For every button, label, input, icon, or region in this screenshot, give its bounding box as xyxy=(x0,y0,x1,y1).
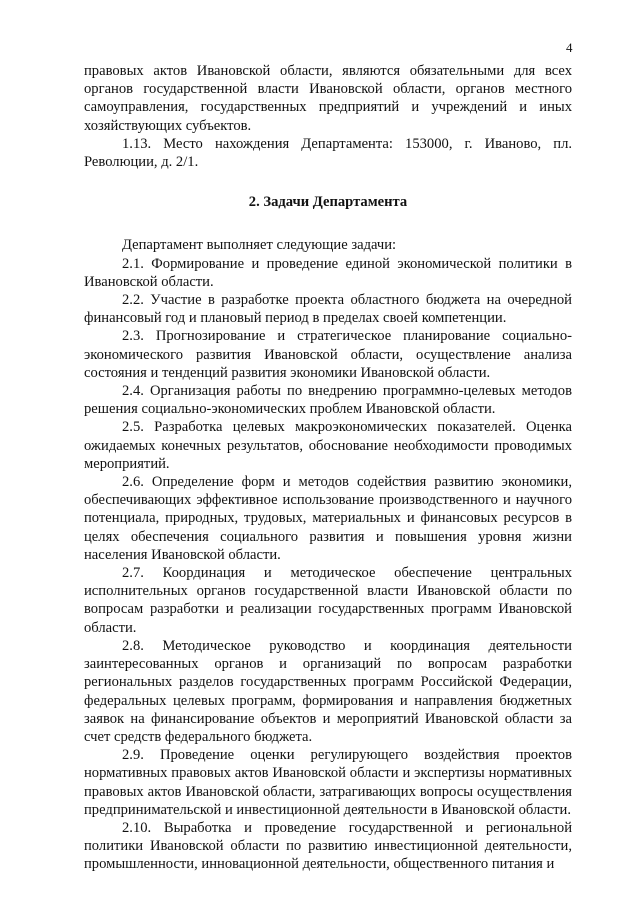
paragraph-2-6: 2.6. Определение форм и методов содействия развитию экономики, обеспечивающих эффективное использование производственного и научного потенциала, природных, трудовых, материальных и финансовых ресурсов в целях обеспечения социального развития и повышения уровня жизни населения Ивановской области. xyxy=(84,474,572,563)
paragraph-2-3: 2.3. Прогнозирование и стратегическое планирование социально-экономического развития Ивановской области, осуществление анализа состояния и тенденций развития экономики Ивановской области. xyxy=(84,328,572,381)
paragraph-2-9: 2.9. Проведение оценки регулирующего воздействия проектов нормативных правовых актов Ивановской области и экспертизы нормативных правовых актов Ивановской области, затрагивающих вопросы осуществления предпринимательской и инвестиционной деятельности в Ивановской области. xyxy=(84,747,572,818)
paragraph-2-10: 2.10. Выработка и проведение государственной и региональной политики Ивановской области по развитию инвестиционной деятельности, промышленности, инновационной деятельности, общественного питания и xyxy=(84,819,572,873)
paragraph-2-8: 2.8. Методическое руководство и координация деятельности заинтересованных органов и организаций по вопросам разработки региональных разделов государственных программ Российской Федерации, федеральных целевых программ, формирования и направления бюджетных заявок на финансирование объектов и мероприятий Ивановской области за счет средств федерального бюджета. xyxy=(84,637,572,745)
paragraph-2-2: 2.2. Участие в разработке проекта областного бюджета на очередной финансовый год и плановый период в пределах своей компетенции. xyxy=(84,292,572,327)
paragraph-2-1: 2.1. Формирование и проведение единой экономической политики в Ивановской области. xyxy=(84,255,572,290)
page-number: 4 xyxy=(566,40,573,55)
paragraph-2-4: 2.4. Организация работы по внедрению программно-целевых методов решения социально-экономических проблем Ивановской области. xyxy=(84,383,572,418)
paragraph-2-5: 2.5. Разработка целевых макроэкономических показателей. Оценка ожидаемых конечных результатов, обоснование необходимости проводимых мероприятий. xyxy=(84,419,572,472)
document-body xyxy=(84,62,572,874)
paragraph-1-13: 1.13. Место нахождения Департамента: 153000, г. Иваново, пл. Революции, д. 2/1. xyxy=(84,135,572,171)
paragraph-tasks-intro: Департамент выполняет следующие задачи: xyxy=(122,237,397,254)
section-heading: 2. Задачи Департамента xyxy=(248,194,408,211)
paragraph-continuation: правовых актов Ивановской области, являются обязательными для всех органов государственной власти Ивановской области, органов местного самоуправления, государственных предприятий и учреждений и иных хозяйствующих субъектов. xyxy=(84,63,572,134)
paragraph-2-7: 2.7. Координация и методическое обеспечение центральных исполнительных органов государственной власти Ивановской области по вопросам разработки и реализации государственных программ Ивановской области. xyxy=(84,565,572,636)
